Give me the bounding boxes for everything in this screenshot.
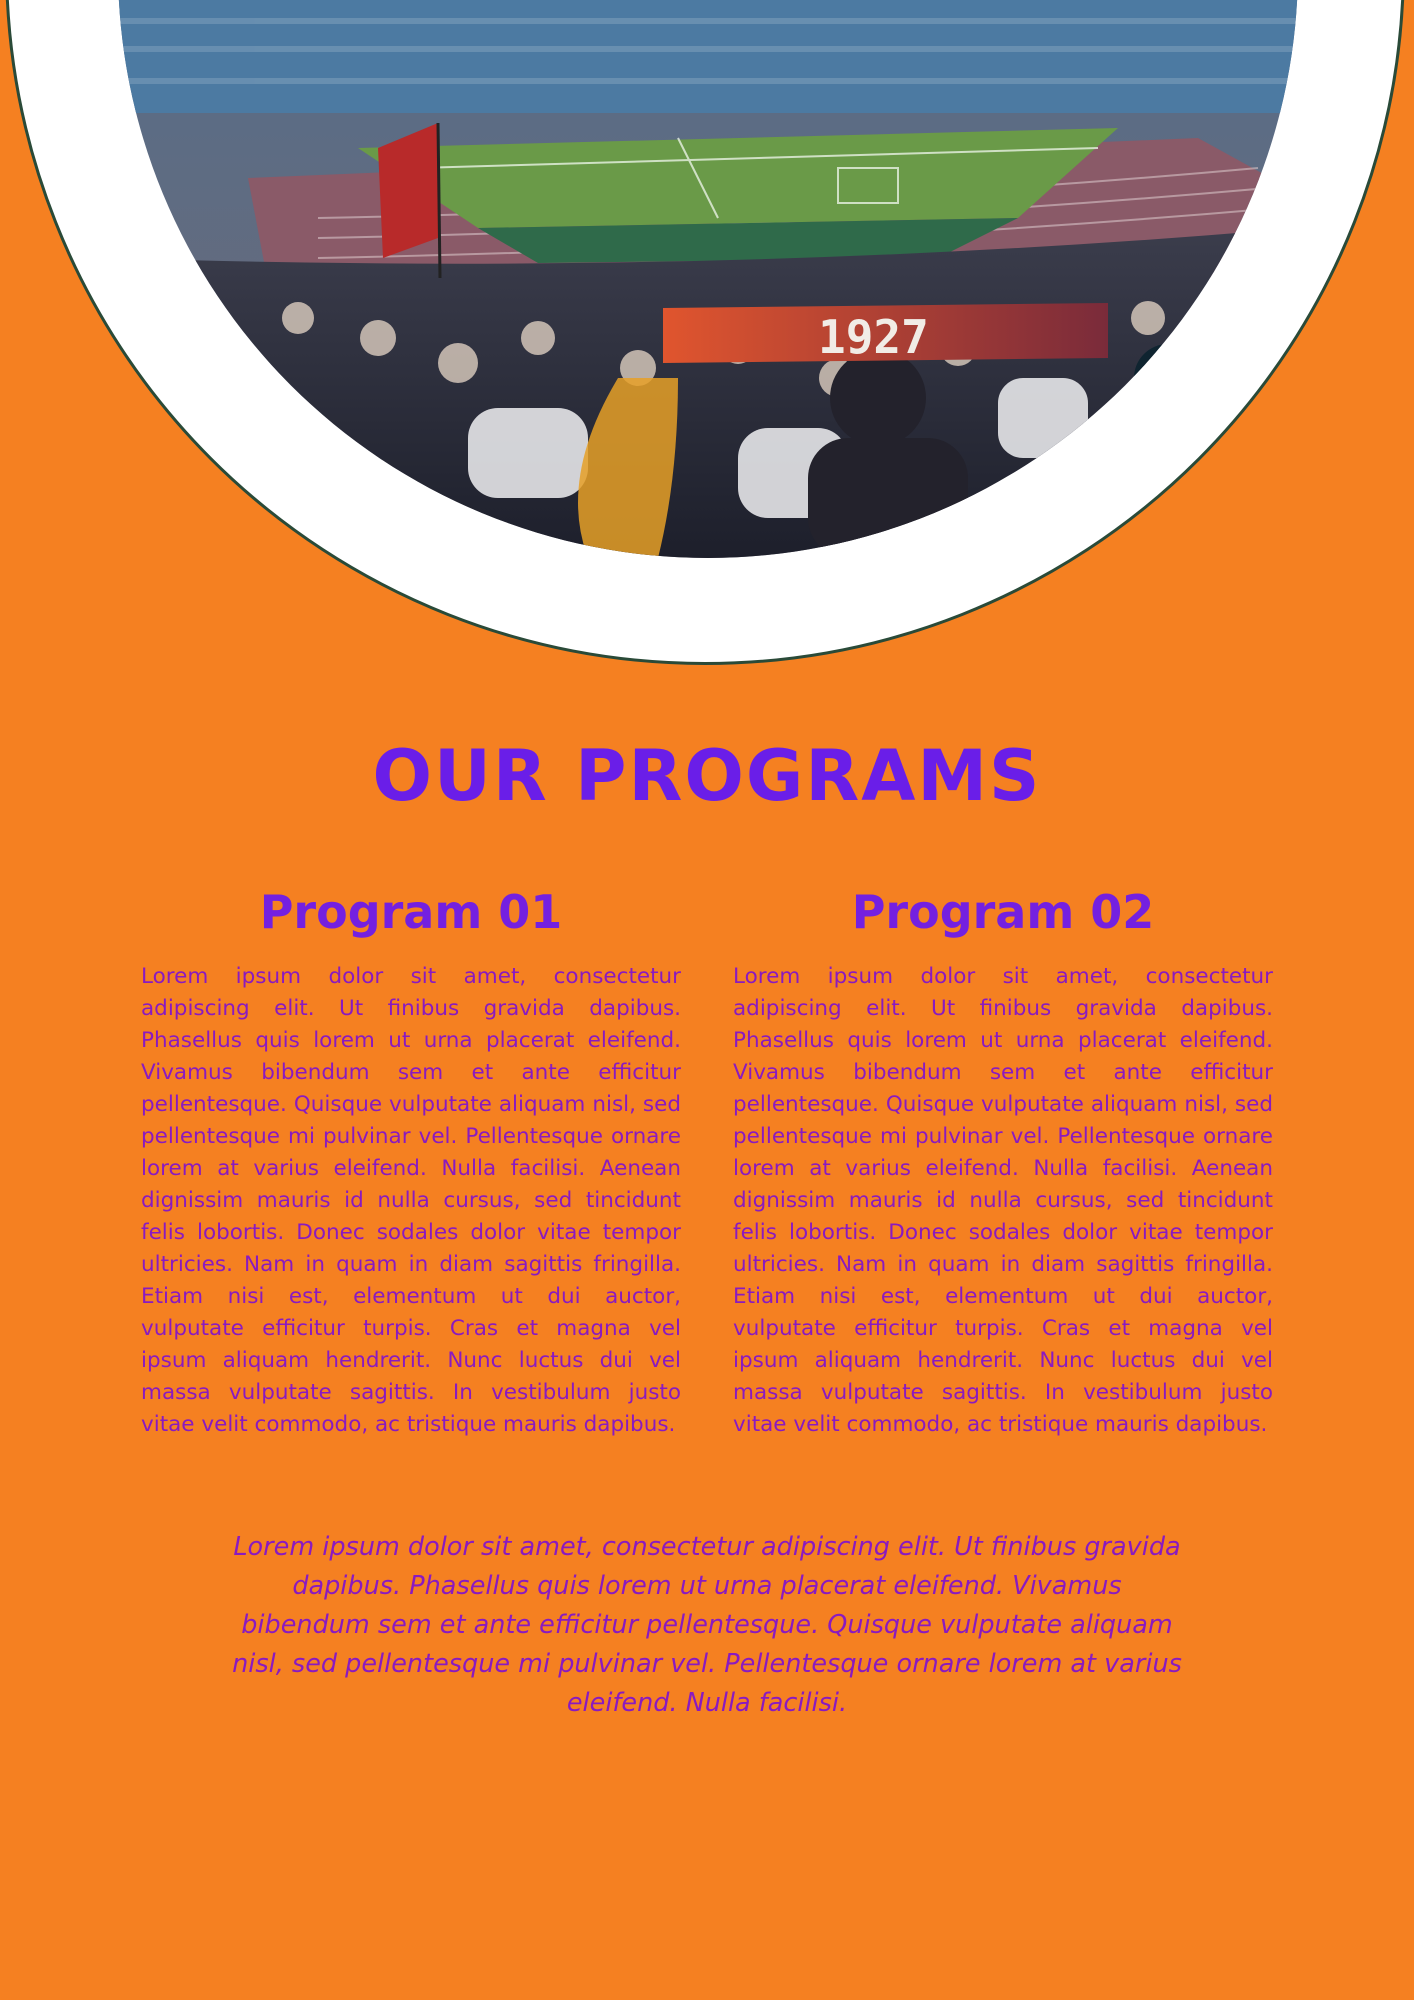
program-02-heading: Program 02 <box>851 885 1155 939</box>
hero-image-frame <box>5 0 1405 665</box>
scarf-text: 1927 <box>818 310 929 364</box>
program-01-body: Lorem ipsum dolor sit amet, consectetur adipiscing elit. Ut finibus gravida dapibus. Phasellus quis lorem ut urna placerat eleifend. Vivamus bibendum sem et ante efficitur pellentesque. Quisque vulputate aliquam nisl, sed pellentesque mi pulvinar vel. Pellentesque ornare lorem at varius eleifend. Nulla facilisi. Aenean dignissim mauris id nulla cursus, sed tincidunt felis lobortis. Donec sodales dolor vitae tempor ultricies. Nam in quam in diam sagittis fringilla. Etiam nisi est, elementum ut dui auctor, vulputate efficitur turpis. Cras et magna vel ipsum aliquam hendrerit. Nunc luctus dui vel massa vulputate sagittis. In vestibulum justo vitae velit commodo, ac tristique mauris dapibus. <box>141 964 681 1437</box>
stadium-crowd-illustration <box>118 0 1298 558</box>
program-01-heading: Program 01 <box>259 885 563 939</box>
program-01-column <box>141 885 681 1441</box>
program-02-column <box>733 885 1273 1441</box>
closing-quote: Lorem ipsum dolor sit amet, consectetur adipiscing elit. Ut finibus gravida dapibus. Phasellus quis lorem ut urna placerat eleifend. Vivamus bibendum sem et ante efficitur pellentesque. Quisque vulputate aliquam nisl, sed pellentesque mi pulvinar vel. Pellentesque ornare lorem at varius eleifend. Nulla facilisi. <box>232 1532 1182 1718</box>
page-title: OUR PROGRAMS <box>372 735 1042 817</box>
program-02-body: Lorem ipsum dolor sit amet, consectetur adipiscing elit. Ut finibus gravida dapibus. Phasellus quis lorem ut urna placerat eleifend. Vivamus bibendum sem et ante efficitur pellentesque. Quisque vulputate aliquam nisl, sed pellentesque mi pulvinar vel. Pellentesque ornare lorem at varius eleifend. Nulla facilisi. Aenean dignissim mauris id nulla cursus, sed tincidunt felis lobortis. Donec sodales dolor vitae tempor ultricies. Nam in quam in diam sagittis fringilla. Etiam nisi est, elementum ut dui auctor, vulputate efficitur turpis. Cras et magna vel ipsum aliquam hendrerit. Nunc luctus dui vel massa vulputate sagittis. In vestibulum justo vitae velit commodo, ac tristique mauris dapibus. <box>733 964 1273 1437</box>
stadium-crowd-photo <box>118 0 1298 558</box>
